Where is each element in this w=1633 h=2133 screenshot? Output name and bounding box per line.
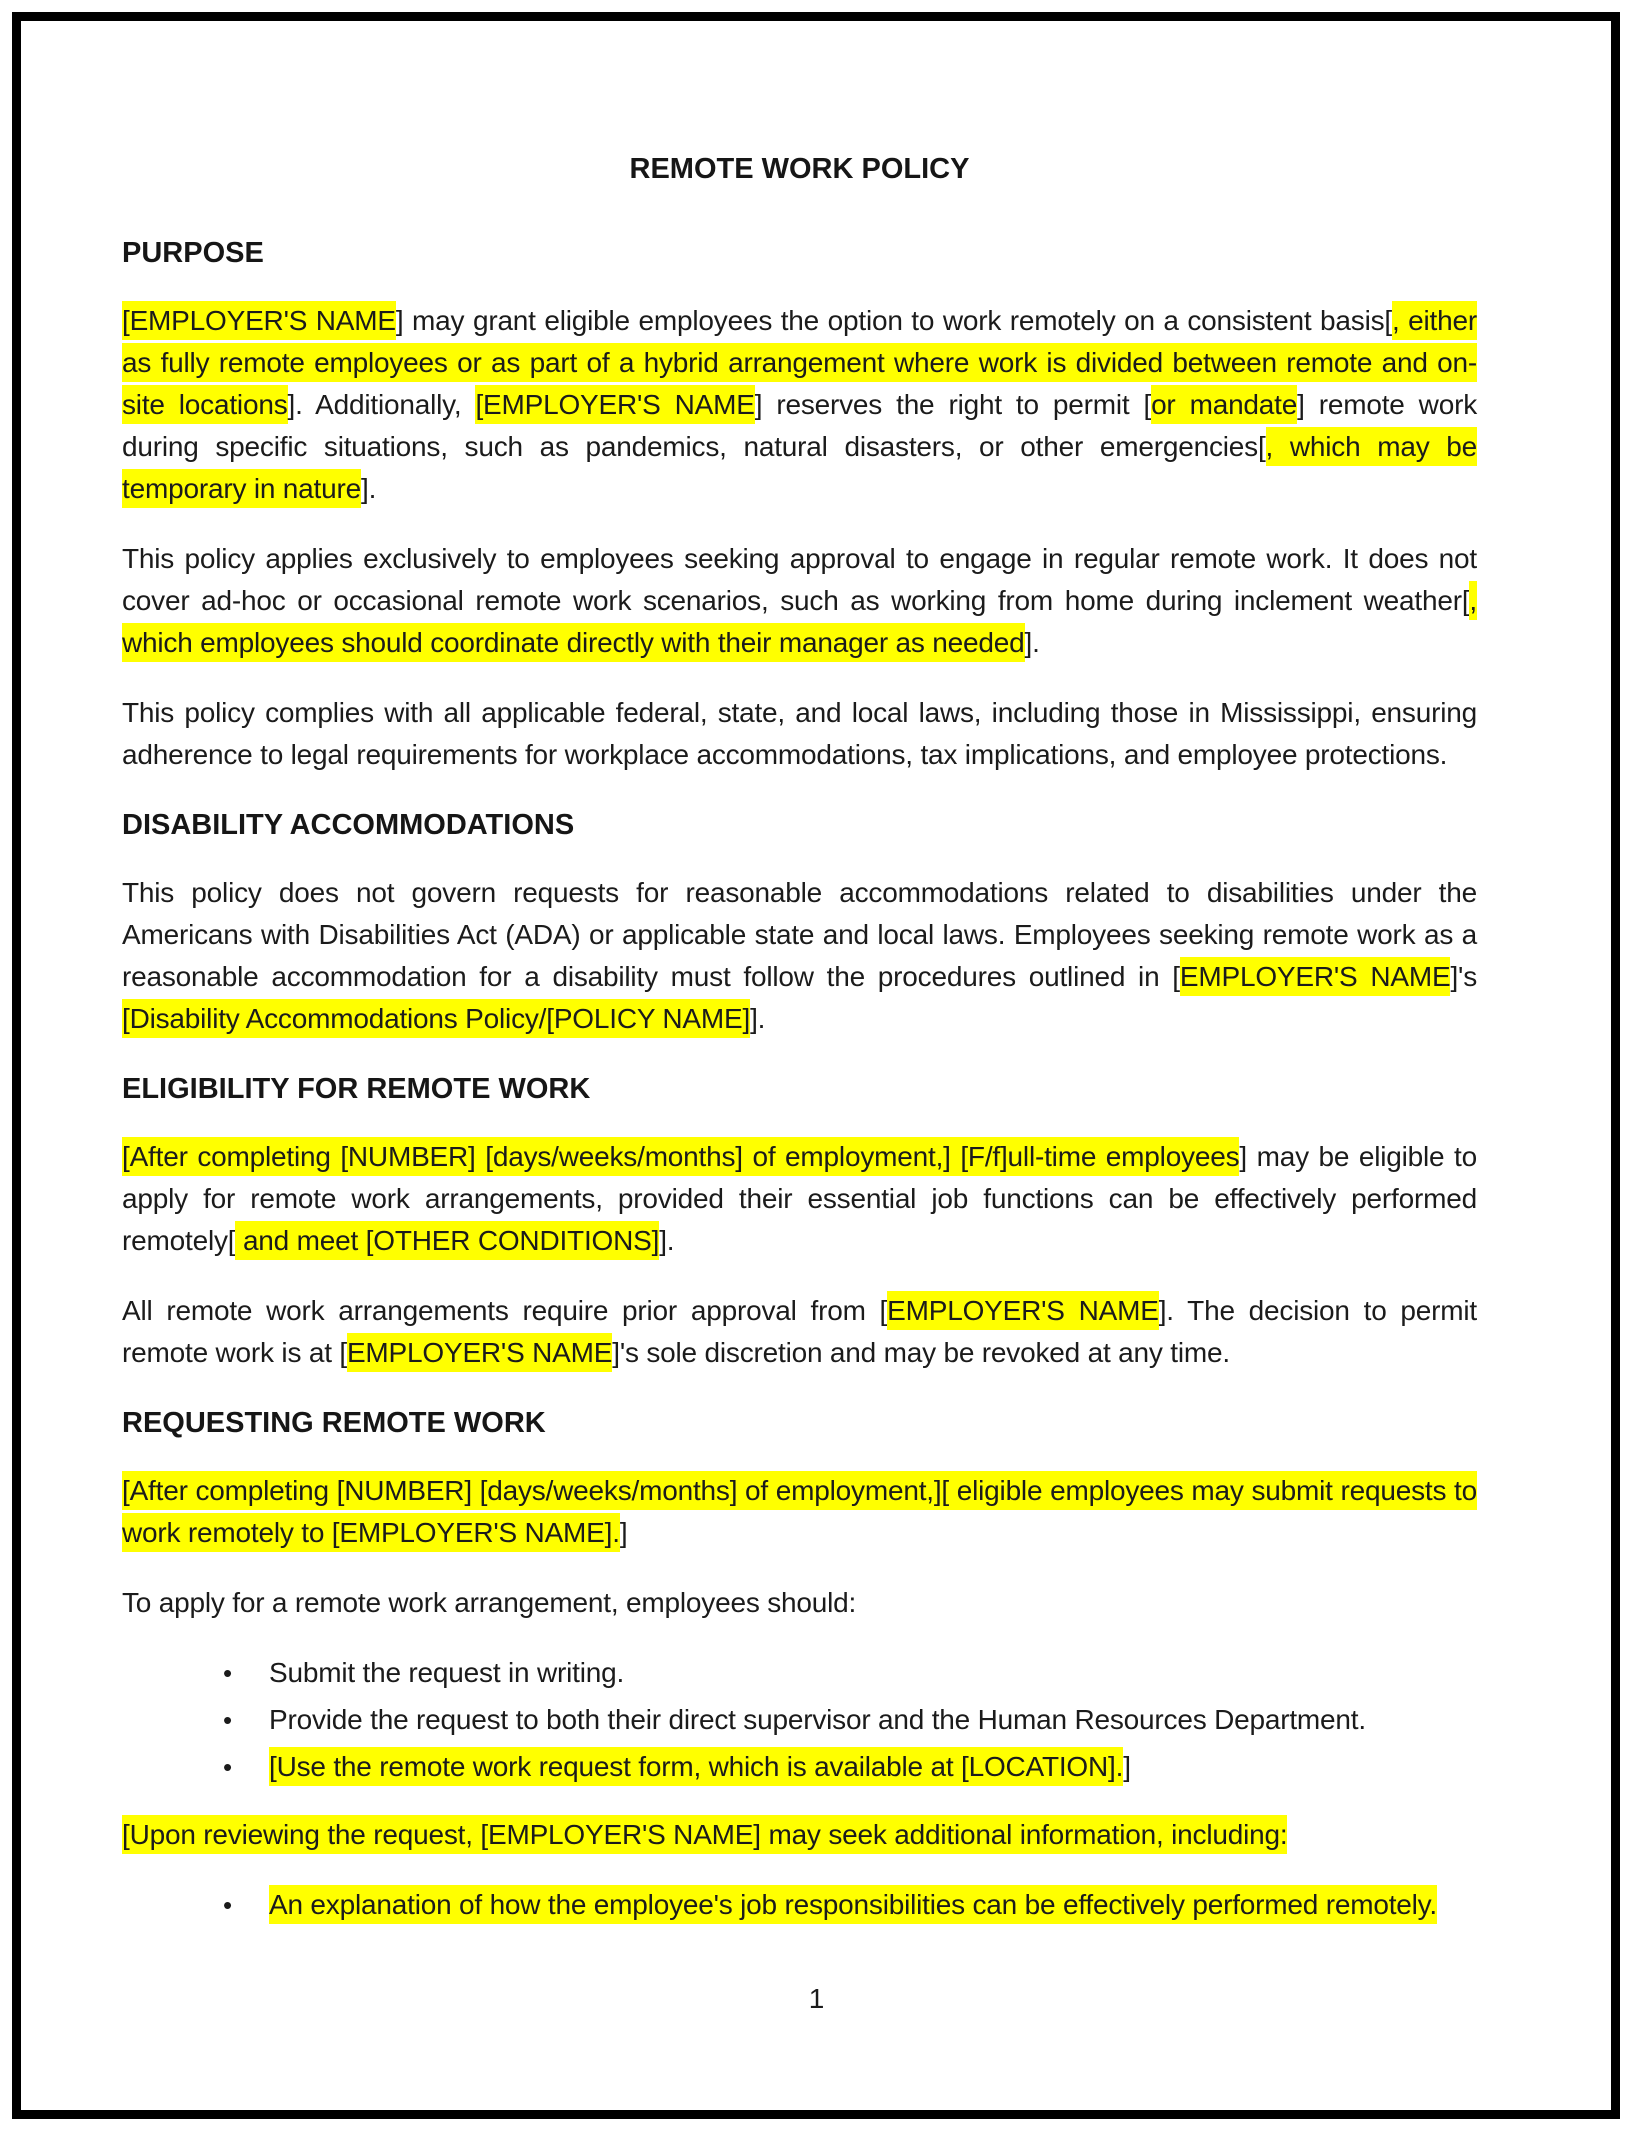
bullet-icon: • [223,1890,233,1920]
bullet-icon: • [223,1658,233,1688]
paragraph [122,1470,1477,1554]
text-run: ] reserves the right to permit [ [754,389,1152,420]
highlighted-text-run: [EMPLOYER'S NAME [122,301,396,340]
highlighted-text-run: EMPLOYER'S NAME [887,1291,1159,1330]
bullet-item [122,1884,1477,1926]
bullet-text [269,1746,1477,1788]
section-heading: PURPOSE [122,237,264,269]
text-run: ]'s sole discretion and may be revoked at any time. [612,1337,1230,1368]
text-run: ] [619,1517,628,1548]
text-run: ]. [659,1225,675,1256]
text-run: ]'s [1450,961,1477,992]
paragraph [122,692,1477,776]
text-run: ]. [361,473,377,504]
paragraph [122,1290,1477,1374]
highlighted-text-run: , either as fully remote employees or as part of a hybrid arrangement where work is divided between remote and on-site locations [122,301,1477,424]
section-heading: ELIGIBILITY FOR REMOTE WORK [122,1073,591,1105]
text-run: ] remote work during specific situations, such as pandemics, natural disasters, or other emergencies[ [122,389,1477,462]
highlighted-text-run: , which employees should coordinate directly with their manager as needed [122,581,1477,662]
paragraph [122,1582,1477,1624]
text-run: ]. The decision to permit remote work is at [ [122,1295,1477,1368]
section-heading: REQUESTING REMOTE WORK [122,1407,546,1439]
bullet-list [122,1652,1477,1788]
highlighted-text-run: [Disability Accommodations Policy/[POLICY NAME] [122,999,750,1038]
text-run: This policy complies with all applicable federal, state, and local laws, including those in Mississippi, ensuring adherence to legal requirements for workplace accommodations, tax implications, and employee protections. [122,697,1477,770]
bullet-item [122,1746,1477,1788]
bullet-icon: • [223,1752,233,1782]
highlighted-text-run: An explanation of how the employee's job responsibilities can be effectively performed remotely. [269,1885,1437,1924]
document-content [122,232,1477,1926]
highlighted-text-run: [After completing [NUMBER] [days/weeks/months] of employment,] [F/f]ull-time employees [122,1137,1239,1176]
highlighted-text-run: and meet [OTHER CONDITIONS] [235,1221,659,1260]
text-run: ]. [1024,627,1040,658]
text-run: This policy does not govern requests for reasonable accommodations related to disabilities under the Americans with Disabilities Act (ADA) or applicable state and local laws. Employees seeking remote work as a reasonable accommodation for a disability must follow the procedures outlined in [ [122,877,1477,992]
text-run: ]. [750,1003,766,1034]
page-content [122,148,1477,1952]
text-run: To apply for a remote work arrangement, employees should: [122,1587,857,1618]
text-run: ] may be eligible to apply for remote work arrangements, provided their essential job functions can be effectively performed remotely[ [122,1141,1477,1256]
bullet-item [122,1652,1477,1694]
highlighted-text-run: EMPLOYER'S NAME [347,1333,612,1372]
paragraph [122,300,1477,510]
page-number: 1 [808,1983,825,2014]
bullet-list [122,1884,1477,1926]
bullet-text [269,1699,1477,1741]
bullet-item [122,1699,1477,1741]
highlighted-text-run: [Use the remote work request form, which is available at [LOCATION]. [269,1747,1123,1786]
paragraph [122,872,1477,1040]
text-run: ]. Additionally, [287,389,476,420]
text-run: ] may grant eligible employees the option to work remotely on a consistent basis[ [395,305,1392,336]
text-run: Submit the request in writing. [269,1657,625,1688]
text-run: Provide the request to both their direct supervisor and the Human Resources Department. [269,1704,1366,1735]
text-run: All remote work arrangements require prior approval from [ [122,1295,888,1326]
paragraph [122,1136,1477,1262]
bullet-icon: • [223,1705,233,1735]
text-run: ] [1123,1751,1131,1782]
highlighted-text-run: [Upon reviewing the request, [EMPLOYER'S NAME] may seek additional information, including: [122,1815,1287,1854]
highlighted-text-run: or mandate [1151,385,1297,424]
bullet-text [269,1652,1477,1694]
highlighted-text-run: [EMPLOYER'S NAME [475,385,754,424]
bullet-text [269,1884,1477,1926]
text-run: This policy applies exclusively to employees seeking approval to engage in regular remote work. It does not cover ad-hoc or occasional remote work scenarios, such as working from home during inclement weather[ [122,543,1477,616]
highlighted-text-run: , which may be temporary in nature [122,427,1477,508]
highlighted-text-run: [After completing [NUMBER] [days/weeks/months] of employment,][ eligible employees may submit requests to work remotely to [EMPLOYER'S NAME]. [122,1471,1477,1552]
document-title: REMOTE WORK POLICY [629,153,970,185]
paragraph [122,538,1477,664]
paragraph [122,1814,1477,1856]
highlighted-text-run: EMPLOYER'S NAME [1180,957,1451,996]
section-heading: DISABILITY ACCOMMODATIONS [122,809,575,841]
